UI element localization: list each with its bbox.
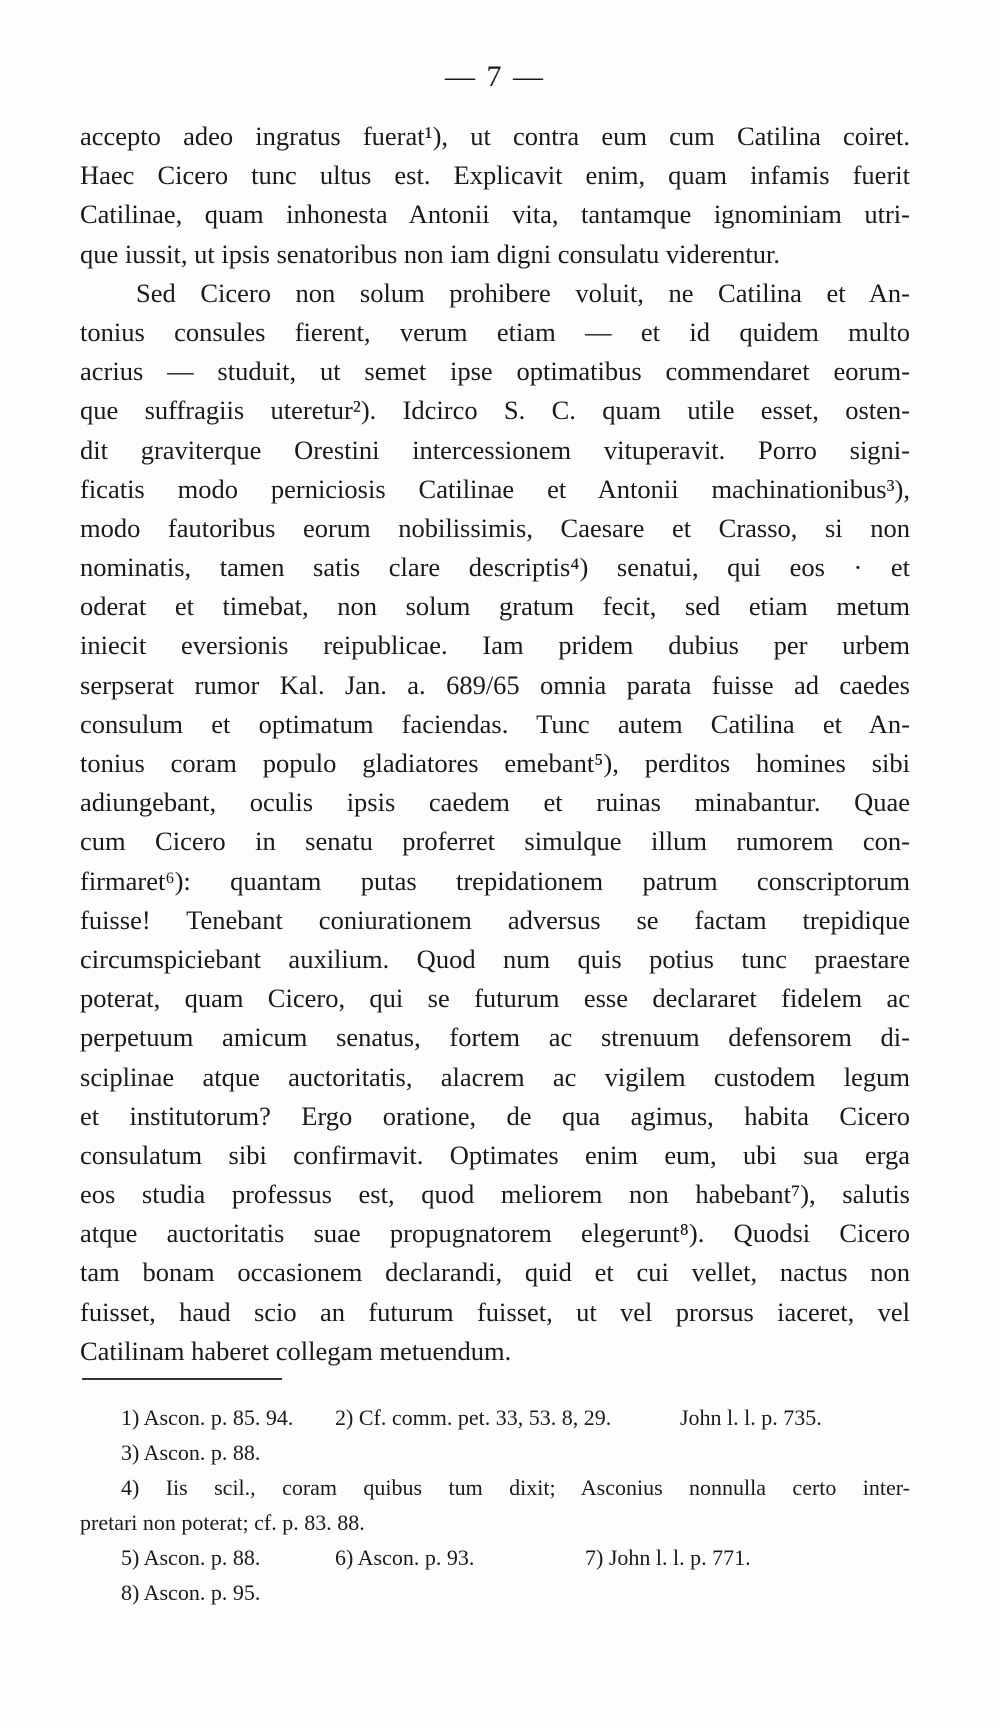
text-line: nominatis, tamen satis clare descriptis⁴) senatui, qui eos · et (80, 552, 910, 583)
text-line: tonius coram populo gladiatores emebant⁵), perditos homines sibi (80, 748, 910, 778)
footnote-4: 4) Iis scil., coram quibus tum dixit; Asconius nonnulla certo inter- (121, 1475, 910, 1500)
footnote-3: 3) Ascon. p. 88. (121, 1440, 261, 1465)
text-line: circumspiciebant auxilium. Quod num quis potius tunc praestare (80, 943, 910, 974)
text-line: accepto adeo ingratus fuerat¹), ut contra eum cum Catilina coiret. (80, 121, 910, 151)
footnote-divider (82, 1378, 282, 1380)
footnotes (80, 1400, 910, 1610)
text-line: atque auctoritatis suae propugnatorem elegerunt⁸). Quodsi Cicero (80, 1218, 910, 1249)
text-line: acrius — studuit, ut semet ipse optimatibus commendaret eorum- (80, 356, 910, 387)
text-line: Catilinam haberet collegam metuendum. (80, 1335, 512, 1366)
footnote-row (80, 1540, 910, 1575)
text-line: consulatum sibi confirmavit. Optimates enim eum, ubi sua erga (80, 1139, 910, 1170)
text-line: cum Cicero in senatu proferret simulque illum rumorem con- (80, 826, 910, 857)
text-line: oderat et timebat, non solum gratum fecit, sed etiam metum (80, 591, 910, 622)
text-line: adiungebant, oculis ipsis caedem et ruinas minabantur. Quae (80, 787, 910, 818)
text-line: fuisset, haud scio an futurum fuisset, ut vel prorsus iaceret, vel (80, 1296, 910, 1327)
main-text (80, 117, 910, 1371)
footnote-2-cont: John l. l. p. 735. (680, 1405, 822, 1430)
page-number: — 7 — (445, 60, 545, 93)
text-line: Catilinae, quam inhonesta Antonii vita, tantamque ignominiam utri- (80, 199, 910, 230)
text-line: que iussit, ut ipsis senatoribus non iam digni consulatu viderentur. (80, 238, 780, 269)
footnote-8: 8) Ascon. p. 95. (121, 1580, 261, 1605)
footnote-4-cont: pretari non poterat; cf. p. 83. 88. (80, 1510, 365, 1535)
text-line: iniecit eversionis reipublicae. Iam pridem dubius per urbem (80, 630, 910, 661)
text-line: firmaret⁶): quantam putas trepidationem patrum conscriptorum (80, 865, 910, 896)
footnote-2: 2) Cf. comm. pet. 33, 53. 8, 29. (335, 1405, 612, 1430)
text-line: serpserat rumor Kal. Jan. a. 689/65 omnia parata fuisse ad caedes (80, 669, 910, 700)
text-line: que suffragiis uteretur²). Idcirco S. C. quam utile esset, osten- (80, 395, 910, 426)
text-line: eos studia professus est, quod meliorem non habebant⁷), salutis (80, 1179, 910, 1210)
text-line: fuisse! Tenebant coniurationem adversus se factam trepidique (80, 904, 910, 935)
text-line: consulum et optimatum faciendas. Tunc autem Catilina et An- (80, 708, 910, 739)
footnote-5: 5) Ascon. p. 88. (121, 1545, 261, 1570)
text-line: Haec Cicero tunc ultus est. Explicavit enim, quam infamis fuerit (80, 160, 910, 191)
text-line: modo fautoribus eorum nobilissimis, Caesare et Crasso, si non (80, 512, 910, 543)
text-line: perpetuum amicum senatus, fortem ac strenuum defensorem di- (80, 1022, 910, 1053)
footnote-6: 6) Ascon. p. 93. (335, 1545, 475, 1570)
text-line: tam bonam occasionem declarandi, quid et cui vellet, nactus non (80, 1257, 910, 1288)
footnote-row (80, 1400, 910, 1435)
text-line: Sed Cicero non solum prohibere voluit, ne Catilina et An- (136, 277, 910, 308)
footnote-7: 7) John l. l. p. 771. (585, 1545, 751, 1570)
text-line: tonius consules fierent, verum etiam — et id quidem multo (80, 316, 910, 347)
text-line: ficatis modo perniciosis Catilinae et Antonii machinationibus³), (80, 473, 910, 504)
footnote-1: 1) Ascon. p. 85. 94. (121, 1405, 294, 1430)
text-line: dit graviterque Orestini intercessionem vituperavit. Porro signi- (80, 434, 910, 465)
text-line: sciplinae atque auctoritatis, alacrem ac vigilem custodem legum (80, 1061, 910, 1092)
text-line: poterat, quam Cicero, qui se futurum esse declararet fidelem ac (80, 983, 910, 1014)
text-line: et institutorum? Ergo oratione, de qua agimus, habita Cicero (80, 1100, 910, 1131)
